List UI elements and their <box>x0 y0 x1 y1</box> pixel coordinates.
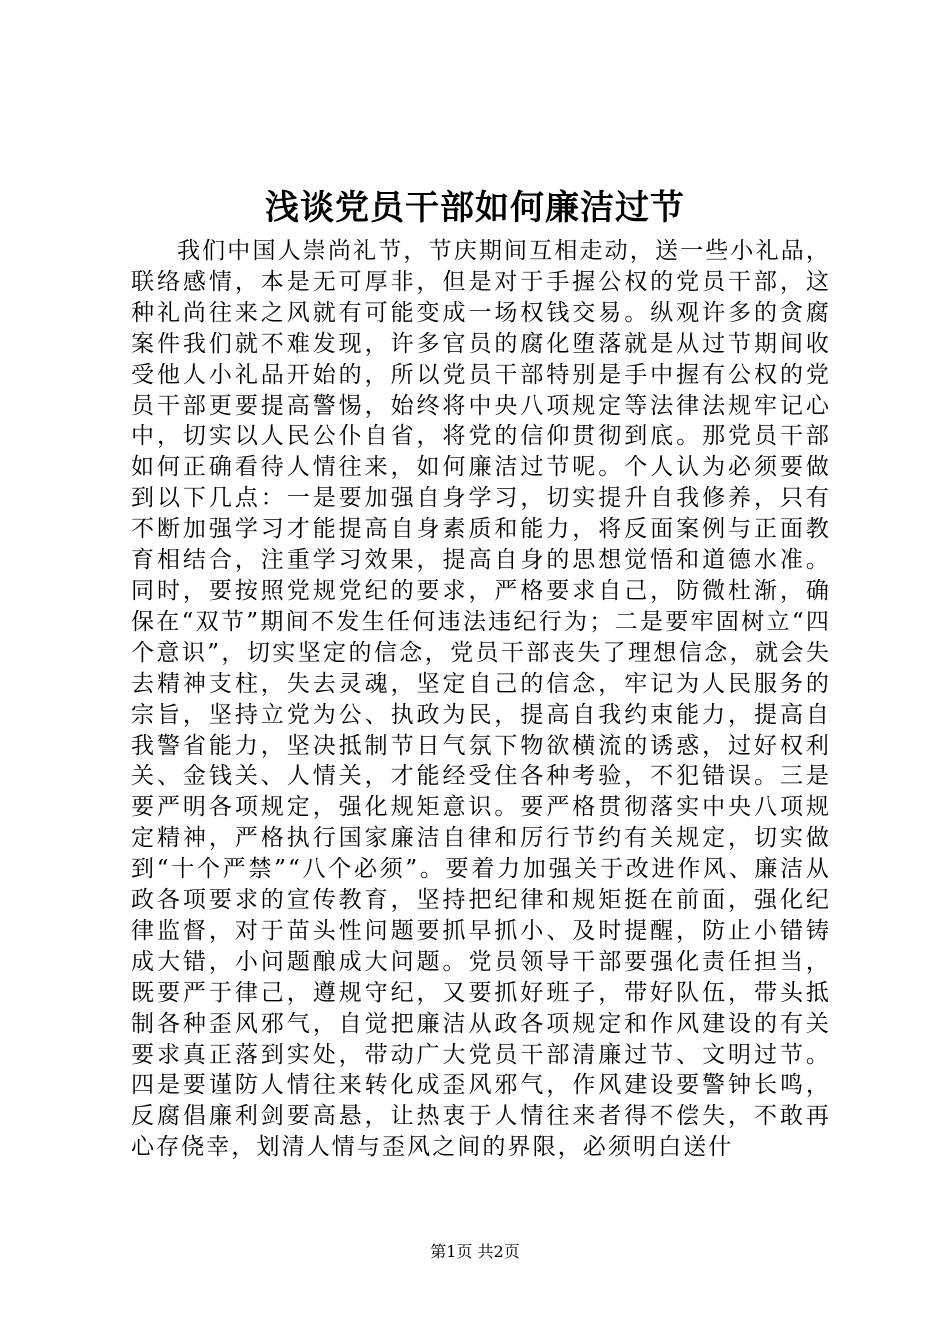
document-title: 浅谈党员干部如何廉洁过节 <box>265 188 685 228</box>
page-number-footer: 第1页 共2页 <box>430 1242 520 1261</box>
document-body-paragraph: 我们中国人崇尚礼节，节庆期间互相走动，送一些小礼品，联络感情，本是无可厚非，但是对于手握公权的党员干部，这种礼尚往来之风就有可能变成一场权钱交易。纵观许多的贪腐案件我们就不难发现，许多官员的腐化堕落就是从过节期间收受他人小礼品开始的，所以党员干部特别是手中握有公权的党员干部更要提高警惕，始终将中央八项规定等法律法规牢记心中，切实以人民公仆自省，将党的信仰贯彻到底。那党员干部如何正确看待人情往来，如何廉洁过节呢。个人认为必须要做到以下几点：一是要加强自身学习，切实提升自我修养，只有不断加强学习才能提高自身素质和能力，将反面案例与正面教育相结合，注重学习效果，提高自身的思想觉悟和道德水准。同时，要按照党规党纪的要求，严格要求自己，防微杜渐，确保在“双节”期间不发生任何违法违纪行为；二是要牢固树立“四个意识”，切实坚定的信念，党员干部丧失了理想信念，就会失去精神支柱，失去灵魂，坚定自己的信念，牢记为人民服务的宗旨，坚持立党为公、执政为民，提高自我约束能力，提高自我警省能力，坚决抵制节日气氛下物欲横流的诱惑，过好权利关、金钱关、人情关，才能经受住各种考验，不犯错误。三是要严明各项规定，强化规矩意识。要严格贯彻落实中央八项规定精神，严格执行国家廉洁自律和厉行节约有关规定，切实做到“十个严禁”“八个必须”。要着力加强关于改进作风、廉洁从政各项要求的宣传教育，坚持把纪律和规矩挺在前面，强化纪律监督，对于苗头性问题要抓早抓小、及时提醒，防止小错铸成大错，小问题酿成大问题。党员领导干部要强化责任担当，既要严于律己，遵规守纪，又要抓好班子，带好队伍，带头抵制各种歪风邪气，自觉把廉洁从政各项规定和作风建设的有关要求真正落到实处，带动广大党员干部清廉过节、文明过节。四是要谨防人情往来转化成歪风邪气，作风建设要警钟长鸣，反腐倡廉利剑要高悬，让热衷于人情往来者得不偿失，不敢再心存侥幸，划清人情与歪风之间的界限，必须明白送什 <box>131 238 831 1161</box>
